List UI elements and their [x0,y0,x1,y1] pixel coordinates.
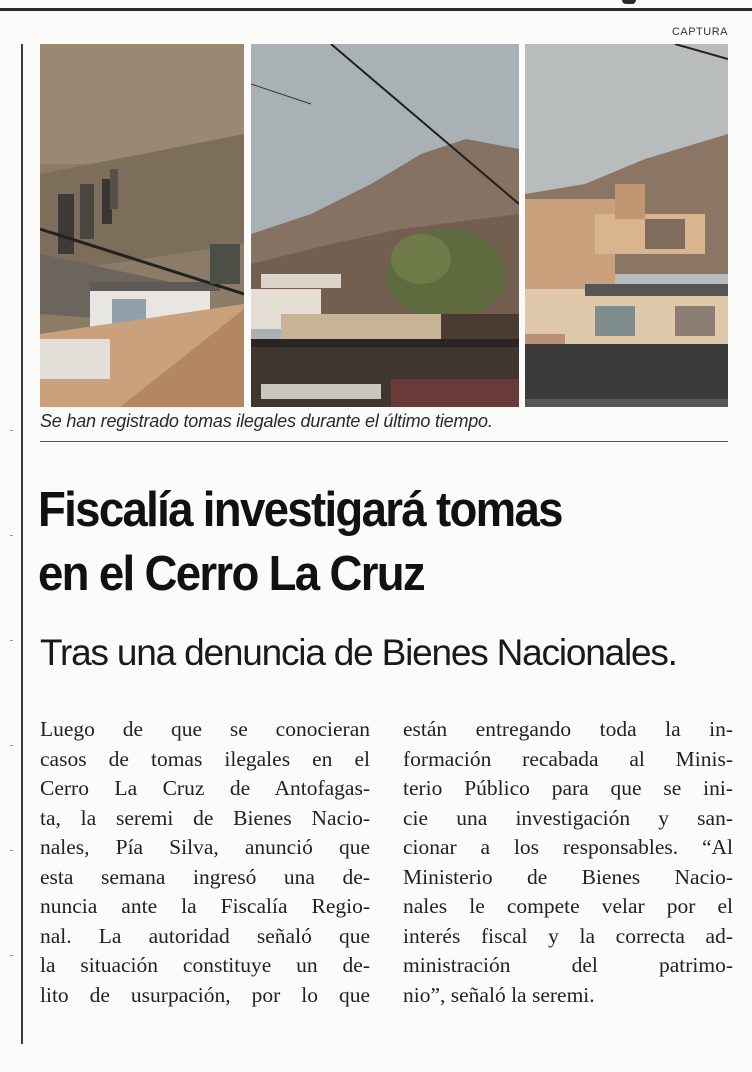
body-line: interés fiscal y la correcta ad- [403,923,733,948]
side-rule [21,44,23,1044]
body-line: formación recabada al Minis- [403,746,733,771]
body-line: cie una investigación y san- [403,805,733,830]
caption-rule [40,441,728,442]
side-dash [10,850,13,851]
body-line: ministración del patrimo- [403,953,733,977]
body-line: la situación constituye un de- [40,953,370,977]
headline-line-1: Fiscalía investigará tomas [38,483,562,537]
top-rule [0,8,752,11]
side-dash [10,955,13,956]
body-column-2 [403,715,733,1010]
body-line: Cerro La Cruz de Antofagas- [40,776,370,800]
body-line: están entregando toda la in- [403,717,733,741]
subheadline: Tras una denuncia de Bienes Nacionales. [40,632,677,673]
body-line: Luego de que se conocieran [40,717,370,741]
body-column-1 [40,715,370,1010]
headline [38,478,689,606]
body-line: lito de usurpación, por lo que [40,982,370,1007]
body-line: terio Público para que se ini- [403,776,733,800]
body-line: casos de tomas ilegales en el [40,746,370,771]
body-line: esta semana ingresó una de- [40,864,370,889]
body-line: nales, Pía Silva, anunció que [40,835,370,859]
side-dash [10,535,13,536]
photo-credit: CAPTURA [671,26,728,38]
body-line: ta, la seremi de Bienes Nacio- [40,805,370,830]
photo-caption: Se han registrado tomas ilegales durante el último tiempo. [40,411,493,431]
top-mark [622,0,636,4]
photo-hillside-houses-right [525,44,728,407]
body-line: nales le compete velar por el [403,894,733,918]
body-line: nal. La autoridad señaló que [40,923,370,948]
photo-hillside-center [251,44,519,407]
body-line: cionar a los responsables. “Al [403,835,733,859]
side-dash [10,640,13,641]
body-line: nio”, señaló la seremi. [403,982,595,1007]
body-line: nuncia ante la Fiscalía Regio- [40,894,370,918]
photo-hillside-houses-left [40,44,244,407]
side-dash [10,430,13,431]
headline-line-2: en el Cerro La Cruz [38,547,425,601]
side-dash [10,745,13,746]
body-line: Ministerio de Bienes Nacio- [403,864,733,889]
